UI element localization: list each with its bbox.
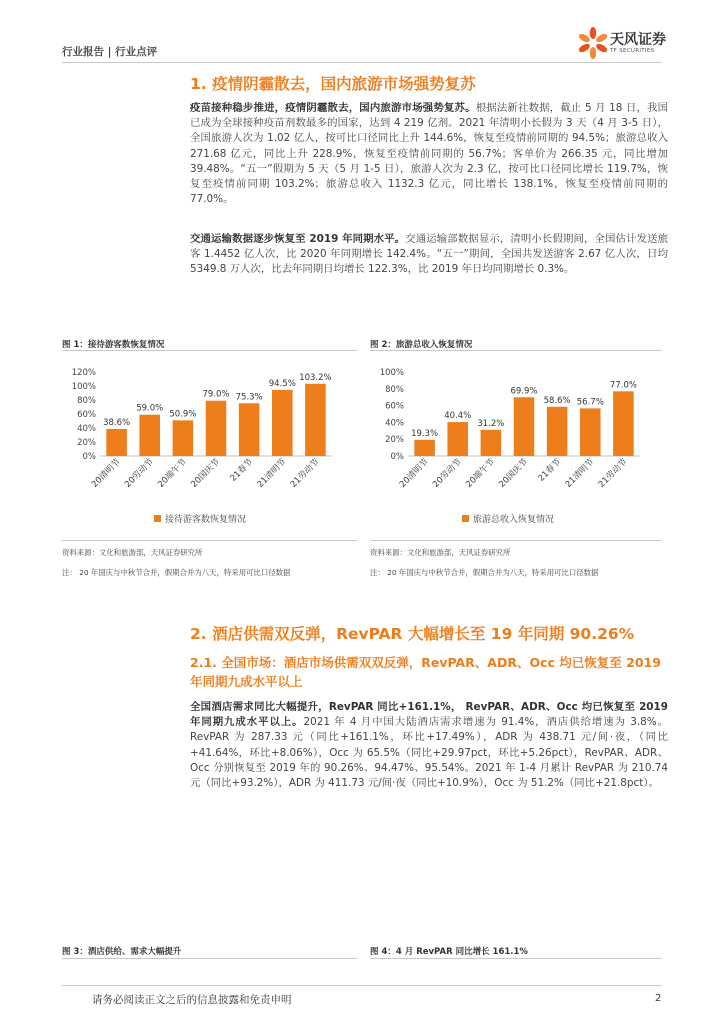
data-label: 77.0% xyxy=(609,380,637,391)
x-tick-label: 21春节 xyxy=(228,457,256,484)
y-tick-label: 100% xyxy=(379,368,404,378)
logo-text: 天风证券 xyxy=(610,32,666,48)
data-label: 103.2% xyxy=(299,372,332,383)
data-label: 75.3% xyxy=(235,392,263,403)
y-tick-label: 0% xyxy=(82,452,96,462)
section1-paragraph1 xyxy=(190,101,668,207)
para2-lead: 交通运输数据逐步恢复至 2019 年同期水平。 xyxy=(190,233,406,245)
data-label: 69.9% xyxy=(510,386,538,397)
bar xyxy=(206,401,227,456)
figure1-caption-rule xyxy=(62,350,357,351)
data-label: 56.7% xyxy=(576,397,604,408)
chart-revenue-recovery xyxy=(370,356,662,536)
header-rule xyxy=(62,62,662,63)
x-tick-label: 20端午节 xyxy=(156,457,189,490)
x-tick-label: 21春节 xyxy=(536,457,564,484)
figure2-caption-rule xyxy=(370,350,662,351)
figure3-caption: 图 3：酒店供给、需求大幅提升 xyxy=(62,947,182,957)
bar xyxy=(580,408,601,456)
figure4-caption-rule xyxy=(370,958,662,959)
x-tick-label: 21劳动节 xyxy=(596,457,630,490)
chart-visitor-recovery xyxy=(62,356,357,536)
figure4-caption: 图 4：4 月 RevPAR 同比增长 161.1% xyxy=(370,947,528,957)
figure2-bottom-rule xyxy=(370,540,662,541)
x-tick-label: 20劳动节 xyxy=(431,457,464,490)
section1-title: 1. 疫情阴霾散去，国内旅游市场强势复苏 xyxy=(190,75,476,93)
y-tick-label: 100% xyxy=(71,382,96,392)
bar xyxy=(272,390,293,456)
logo-english: TF SECURITIES xyxy=(610,48,655,54)
bar xyxy=(305,384,326,456)
legend-label: 接待游客数恢复情况 xyxy=(165,515,247,525)
y-tick-label: 60% xyxy=(77,410,96,420)
bar xyxy=(106,429,127,456)
figure1-source: 资料来源：文化和旅游部，天风证券研究所 xyxy=(62,548,203,557)
x-tick-label: 20国庆节 xyxy=(189,457,223,490)
legend-label: 旅游总收入恢复情况 xyxy=(473,515,555,525)
bar xyxy=(139,415,160,456)
bar xyxy=(239,403,260,456)
y-tick-label: 80% xyxy=(385,384,404,395)
y-tick-label: 20% xyxy=(385,435,404,446)
section2-1-title: 2.1. 全国市场：酒店市场供需双双反弹，RevPAR、ADR、Occ 均已恢复至 2019 年同期九成水平以上 xyxy=(190,655,661,689)
bar xyxy=(414,440,435,456)
y-tick-label: 0% xyxy=(390,452,404,462)
footer-rule xyxy=(62,985,662,986)
data-label: 38.6% xyxy=(103,417,131,428)
x-tick-label: 21清明节 xyxy=(255,457,289,490)
y-tick-label: 40% xyxy=(77,424,96,434)
bar xyxy=(481,430,502,456)
x-tick-label: 20清明节 xyxy=(397,457,431,490)
data-label: 19.3% xyxy=(411,428,439,439)
section2-paragraph xyxy=(190,700,668,791)
figure1-bottom-rule xyxy=(62,540,357,541)
figure2-caption: 图 2：旅游总收入恢复情况 xyxy=(370,340,473,350)
data-label: 79.0% xyxy=(202,389,230,400)
section2-body: 2021 年 4 月中国大陆酒店需求增速为 91.4%，酒店供给增速为 3.8%。RevPAR 为 287.33 元（同比+161.1%，环比+17.49%），ADR 为 438.71 元/间·夜，（同比+41.64%，环比+8.06%），Occ 为 65.5%（同比+29.97pct，环比+5.26pct），RevPAR、ADR、Occ 分别恢复至 2019 年的 90.26%、94.47%、95.54%。2021 年 1-4 月累计 RevPAR 为 210.74 元（同比+93.2%），ADR 为 411.73 元/间·夜（同比+10.9%），Occ 为 51.2%（同比+21.8pct）。 xyxy=(190,716,668,790)
x-tick-label: 20国庆节 xyxy=(497,457,531,490)
bar xyxy=(613,391,634,456)
figure1-note: 注： 20 年国庆与中秋节合并，假期合并为八天，特采用可比口径数据 xyxy=(62,568,291,577)
y-tick-label: 120% xyxy=(71,368,96,378)
figure2-source: 资料来源：文化和旅游部，天风证券研究所 xyxy=(370,548,511,557)
logo-petals xyxy=(578,27,609,59)
data-label: 50.9% xyxy=(169,409,197,420)
figure2-note: 注： 20 年国庆与中秋节合并，假期合并为八天，特采用可比口径数据 xyxy=(370,568,599,577)
y-tick-label: 80% xyxy=(77,396,96,406)
para1-lead: 疫苗接种稳步推进，疫情阴霾散去，国内旅游市场强势复苏。 xyxy=(190,102,476,114)
legend-swatch xyxy=(462,515,469,522)
para2-body: 交通运输部数据显示，清明小长假期间，全国估计发送旅客 1.4452 亿人次，比 2020 年同期增长 142.4%。“五一”期间，全国共发送游客 2.67 亿人次，日均 5349.8 万人次，比去年同期日均增长 122.3%，比 2019 年日均同期增长 0.3%。 xyxy=(190,233,669,276)
y-tick-label: 40% xyxy=(385,418,404,429)
para1-body: 根据法新社数据，截止 5 月 18 日，我国已成为全球接种疫苗剂数最多的国家，达到 4 219 亿剂。2021 年清明小长假为 3 天（4 月 3-5 日），全国旅游人次为 1.02 亿人，按可比口径同比上升 144.6%，恢复至疫情前同期的 94.5%；旅游总收入 271.68 亿元，同比上升 228.9%，恢复至疫情前同期的 56.7%；客单价为 266.35 元，同比增加 39.48%。“五一”假期为 5 天（5 月 1-5 日），旅游人次为 2.3 亿，按可比口径同比增长 119.7%，恢复至疫情前同期 103.2%；旅游总收入 1132.3 亿元，同比增长 138.1%，恢复至疫情前同期的 77.0%。 xyxy=(190,102,669,206)
y-tick-label: 20% xyxy=(77,438,96,448)
section2-lead: 全国酒店需求同比大幅提升，RevPAR 同比+161.1%， RevPAR、ADR、Occ 均已恢复至 2019 年同期九成水平以上。 xyxy=(190,701,668,729)
y-tick-label: 60% xyxy=(385,401,404,412)
x-tick-label: 20清明节 xyxy=(89,457,123,490)
x-tick-label: 21劳动节 xyxy=(288,457,322,490)
data-label: 59.0% xyxy=(136,403,164,414)
data-label: 94.5% xyxy=(268,378,296,389)
figure1-caption: 图 1：接待游客数恢复情况 xyxy=(62,340,165,350)
data-label: 58.6% xyxy=(543,395,571,406)
footer-disclaimer: 请务必阅读正文之后的信息披露和免责申明 xyxy=(92,994,292,1006)
data-label: 40.4% xyxy=(444,411,472,422)
section1-paragraph2 xyxy=(190,232,668,278)
page-number: 2 xyxy=(655,993,662,1004)
x-tick-label: 20端午节 xyxy=(464,457,497,490)
tf-logo-icon xyxy=(576,26,610,60)
bar xyxy=(514,397,535,456)
x-tick-label: 21清明节 xyxy=(563,457,597,490)
x-tick-label: 20劳动节 xyxy=(123,457,156,490)
legend-swatch xyxy=(154,515,161,522)
report-category: 行业报告 | 行业点评 xyxy=(62,46,158,58)
bar xyxy=(547,407,568,456)
section2-title: 2. 酒店供需双反弹，RevPAR 大幅增长至 19 年同期 90.26% xyxy=(190,625,635,643)
bar xyxy=(447,422,468,456)
data-label: 31.2% xyxy=(477,418,505,429)
bar xyxy=(173,420,194,456)
figure3-caption-rule xyxy=(62,958,357,959)
